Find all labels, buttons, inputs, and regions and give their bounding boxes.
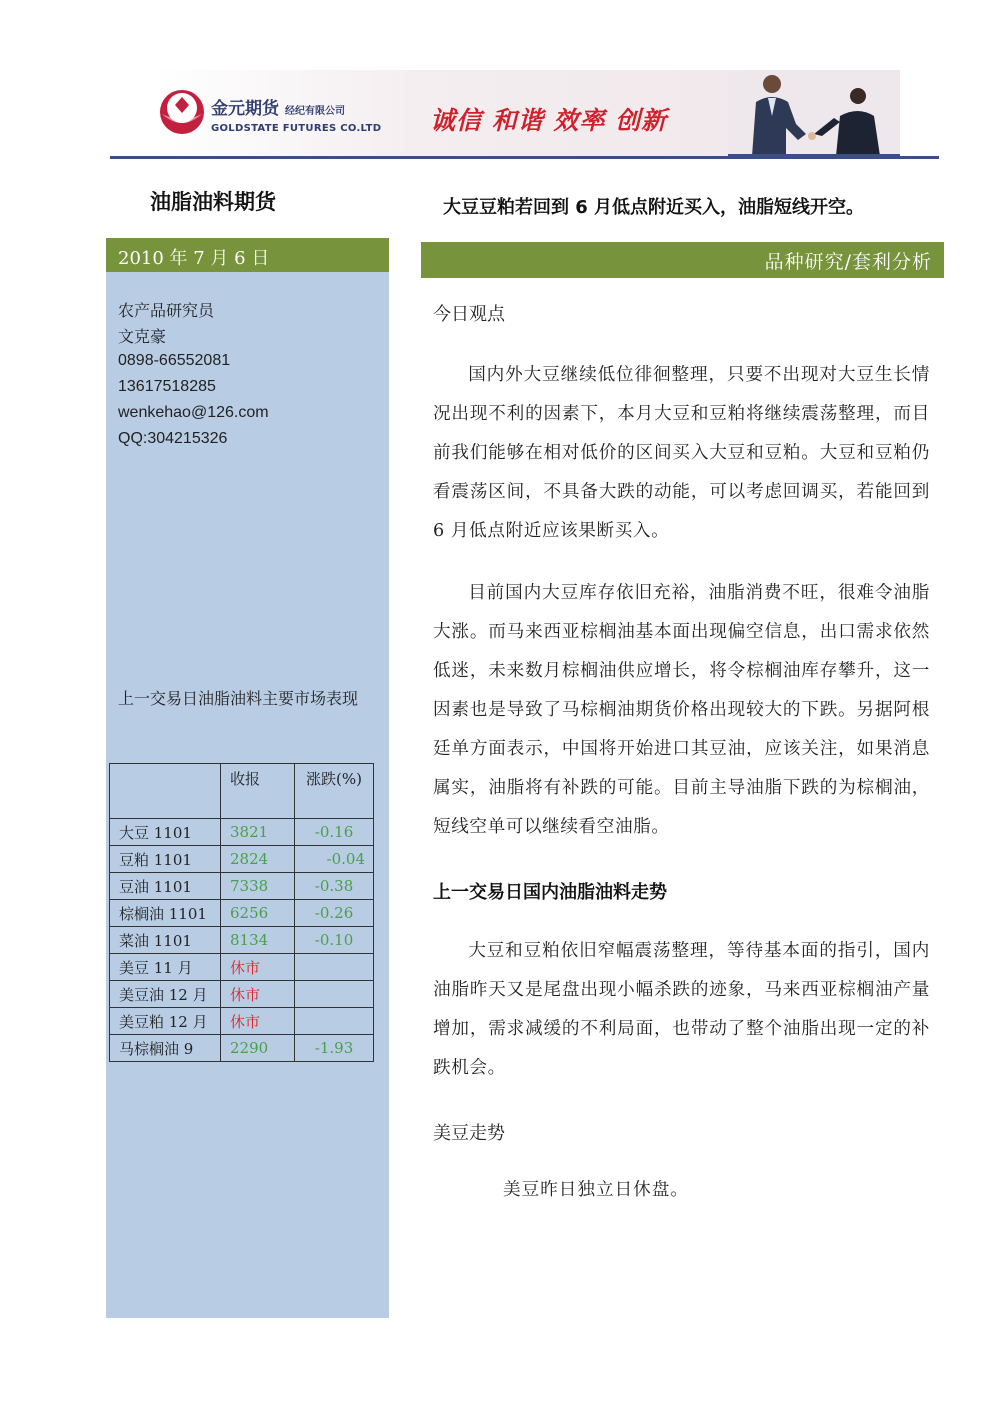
paragraph-today-view-2: 目前国内大豆库存依旧充裕，油脂消费不旺，很难令油脂大涨。而马来西亚棕榈油基本面出现偏空信息，出口需求依然低迷，未来数月棕榈油供应增长，将令棕榈油库存攀升，这一因素也是导致了马棕榈油期货价格出现较大的下跌。另据阿根廷单方面表示，中国将开始进口其豆油，应该关注，如果消息属实，油脂将有补跌的可能。目前主导油脂下跌的为棕榈油，短线空单可以继续看空油脂。 (433, 583, 930, 837)
today-view-heading: 今日观点 (433, 304, 505, 325)
category-bar (421, 242, 944, 278)
instrument-name: 美豆 11 月 (110, 954, 221, 981)
market-table (109, 763, 374, 1062)
price-change: -0.38 (295, 873, 374, 900)
handshake-photo (728, 72, 900, 156)
instrument-name: 豆粕 1101 (110, 846, 221, 873)
close-price: 休市 (221, 1008, 295, 1035)
close-price: 8134 (221, 927, 295, 954)
close-price: 休市 (221, 981, 295, 1008)
table-row (110, 819, 374, 846)
instrument-name: 美豆油 12 月 (110, 981, 221, 1008)
analyst-qq: QQ:304215326 (118, 430, 228, 447)
table-header-cell: 涨跌(%) (295, 764, 374, 819)
market-table-title: 上一交易日油脂油料主要市场表现 (118, 689, 359, 708)
instrument-name: 美豆粕 12 月 (110, 1008, 221, 1035)
table-row (110, 873, 374, 900)
price-change: -1.93 (295, 1035, 374, 1062)
company-name-en: GOLDSTATE FUTURES CO.LTD (211, 123, 382, 134)
domestic-trend-heading: 上一交易日国内油脂油料走势 (433, 882, 667, 903)
paragraph-today-view-1: 国内外大豆继续低位徘徊整理，只要不出现对大豆生长情况出现不利的因素下，本月大豆和豆粕将继续震荡整理，而目前我们能够在相对低价的区间买入大豆和豆粕。大豆和豆粕仍看震荡区间，不具备大跌的动能，可以考虑回调买，若能回到 6 月低点附近应该果断买入。 (433, 365, 930, 541)
goldstate-logo-icon (158, 88, 206, 136)
headline: 大豆豆粕若回到 6 月低点附近买入，油脂短线开空。 (443, 197, 865, 218)
close-price: 3821 (221, 819, 295, 846)
close-price: 休市 (221, 954, 295, 981)
table-row (110, 927, 374, 954)
slogan: 诚信 和谐 效率 创新 (430, 106, 668, 135)
section-title: 油脂油料期货 (150, 190, 276, 214)
analyst-phone: 0898-66552081 (118, 352, 231, 369)
close-price: 2290 (221, 1035, 295, 1062)
category-label: 品种研究/套利分析 (764, 251, 932, 273)
instrument-name: 菜油 1101 (110, 927, 221, 954)
paragraph-domestic-trend: 大豆和豆粕依旧窄幅震荡整理，等待基本面的指引，国内油脂昨天又是尾盘出现小幅杀跌的迹象，马来西亚棕榈油产量增加，需求减缓的不利局面，也带动了整个油脂出现一定的补跌机会。 (433, 941, 930, 1078)
price-change: -0.04 (295, 846, 374, 873)
price-change (295, 1008, 374, 1035)
table-header-row (110, 764, 374, 819)
price-change: -0.10 (295, 927, 374, 954)
paragraph-us-soy: 美豆昨日独立日休盘。 (503, 1180, 689, 1200)
close-price: 2824 (221, 846, 295, 873)
price-change (295, 954, 374, 981)
table-row (110, 981, 374, 1008)
instrument-name: 豆油 1101 (110, 873, 221, 900)
instrument-name: 马棕榈油 9 (110, 1035, 221, 1062)
table-header-cell: 收报 (221, 764, 295, 819)
table-row (110, 900, 374, 927)
analyst-email: wenkehao@126.com (118, 404, 269, 421)
price-change (295, 981, 374, 1008)
price-change: -0.26 (295, 900, 374, 927)
table-row (110, 846, 374, 873)
table-row (110, 954, 374, 981)
company-name-cn-main: 金元期货 (211, 99, 279, 119)
report-date: 2010 年 7 月 6 日 (118, 248, 270, 269)
close-price: 6256 (221, 900, 295, 927)
analyst-role: 农产品研究员 (118, 301, 215, 320)
table-row (110, 1035, 374, 1062)
us-soy-heading: 美豆走势 (433, 1123, 505, 1144)
analyst-name: 文克豪 (118, 327, 167, 346)
close-price: 7338 (221, 873, 295, 900)
company-name-cn-sub: 经纪有限公司 (285, 106, 345, 117)
company-name-cn (211, 94, 345, 119)
table-header-cell (110, 764, 221, 819)
analyst-mobile: 13617518285 (118, 378, 216, 395)
header-divider (110, 156, 939, 159)
instrument-name: 棕榈油 1101 (110, 900, 221, 927)
price-change: -0.16 (295, 819, 374, 846)
table-row (110, 1008, 374, 1035)
instrument-name: 大豆 1101 (110, 819, 221, 846)
